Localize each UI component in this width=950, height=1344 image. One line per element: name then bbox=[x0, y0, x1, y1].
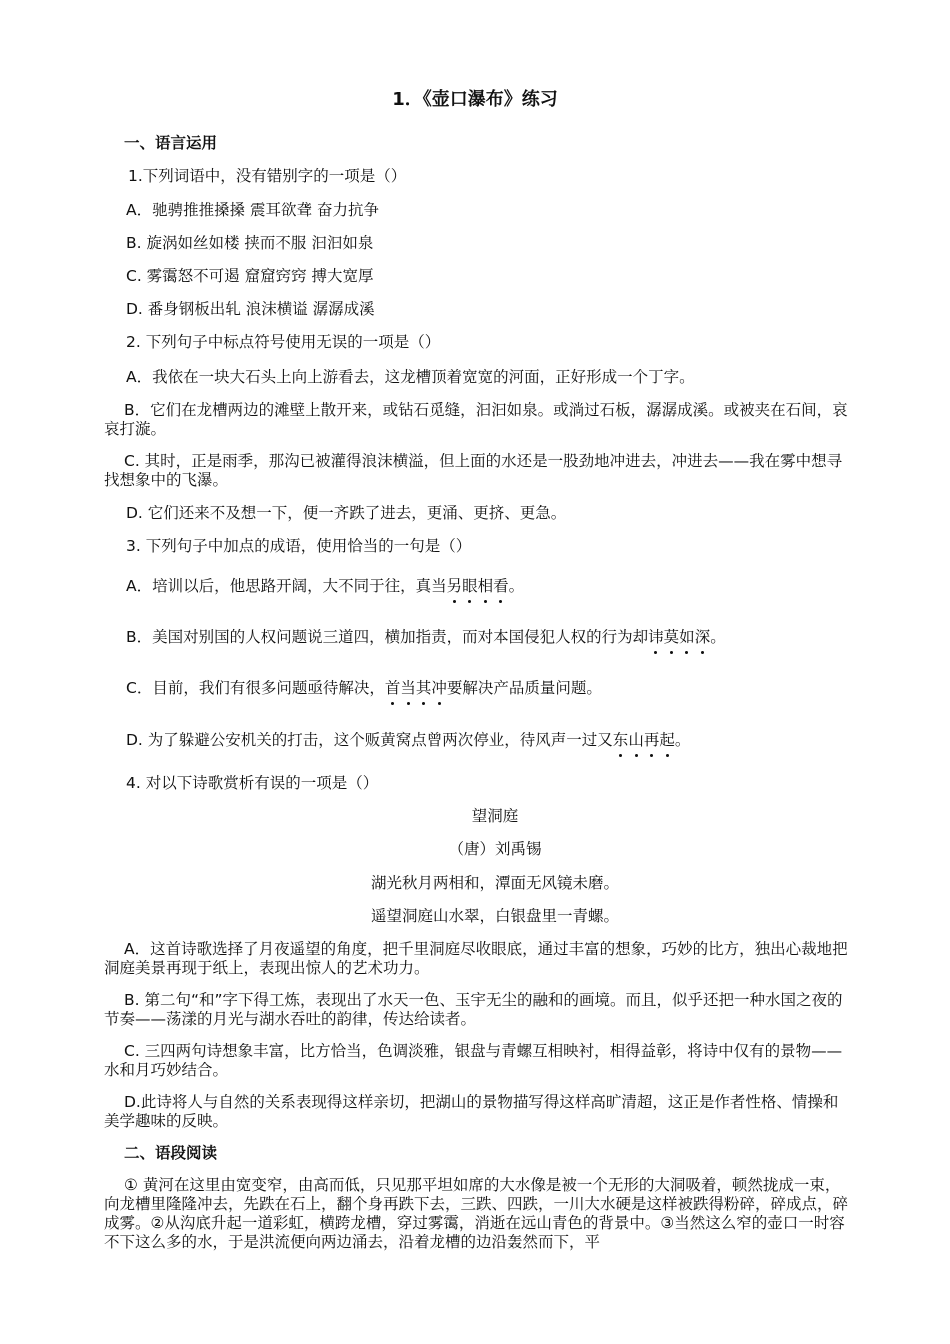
question-1-option-b: B. 旋涡如丝如楼 挟而不服 汩汩如泉 bbox=[126, 234, 374, 252]
option-text: 。 bbox=[674, 731, 691, 749]
emphasis-dot-char: 另 bbox=[446, 577, 463, 595]
emphasis-dot-char: 眼 bbox=[462, 577, 478, 595]
emphasis-dot-char: 深 bbox=[694, 628, 711, 646]
emphasis-dot-char: 看 bbox=[493, 577, 509, 595]
question-4-option-a: A．这首诗歌选择了月夜遥望的角度，把千里洞庭尽收眼底，通过丰富的想象，巧妙的比方，独出心裁地把洞庭美景再现于纸上，表现出惊人的艺术功力。 bbox=[104, 940, 848, 977]
question-3-option-a bbox=[126, 576, 524, 596]
option-text: D. 为了躲避公安机关的打击，这个贩黄窝点曾两次停业，待风声一过又 bbox=[126, 731, 613, 749]
reading-passage: ① 黄河在这里由宽变窄，由高而低，只见那平坦如席的大水像是被一个无形的大洞吸着，顿然拢成一束，向龙槽里隆隆冲去，先跌在石上，翻个身再跌下去，三跌、四跌，一川大水硬是这样被跌得粉碎，碎成点，碎成雾。②从沟底升起一道彩虹，横跨龙槽，穿过雾霭，消逝在远山青色的背景中。③当然这么窄的壶口一时容不下这么多的水，于是洪流便向两边涌去，沿着龙槽的边沿轰然而下，平 bbox=[104, 1176, 849, 1251]
emphasis-dot-char: 如 bbox=[679, 628, 695, 646]
question-2-option-c: C. 其时，正是雨季，那沟已被灌得浪沫横溢，但上面的水还是一股劲地冲进去，冲进去——我在雾中想寻找想象中的飞瀑。 bbox=[104, 452, 843, 489]
dotted-idiom bbox=[447, 577, 509, 595]
question-1-option-a: A．驰骋推推搡搡 震耳欲聋 奋力抗争 bbox=[126, 201, 379, 219]
question-4-option-c: C. 三四两句诗想象丰富，比方恰当，色调淡雅，银盘与青螺互相映衬，相得益彰，将诗中仅有的景物——水和月巧妙结合。 bbox=[104, 1042, 843, 1079]
emphasis-dot-char: 山 bbox=[628, 731, 644, 749]
emphasis-dot-char: 相 bbox=[477, 577, 494, 595]
option-text: C．目前，我们有很多问题亟待解决， bbox=[126, 679, 385, 697]
option-text: 要解决产品质量问题。 bbox=[446, 679, 602, 697]
poem-title: 望洞庭 bbox=[471, 807, 519, 825]
emphasis-dot-char: 当 bbox=[400, 679, 416, 697]
emphasis-dot-char: 首 bbox=[384, 679, 401, 697]
emphasis-dot-char: 再 bbox=[643, 731, 660, 749]
emphasis-dot-char: 讳 bbox=[648, 628, 664, 646]
question-3-option-c bbox=[126, 678, 602, 698]
dotted-idiom bbox=[613, 731, 675, 749]
question-4-option-b: B. 第二句“和”字下得工炼，表现出了水天一色、玉宇无尘的融和的画境。而且，似乎还把一种水国之夜的节奏——荡漾的月光与湖水吞吐的韵律，传达给读者。 bbox=[104, 991, 843, 1028]
question-2-option-a: A．我依在一块大石头上向上游看去，这龙槽顶着宽宽的河面，正好形成一个丁字。 bbox=[126, 368, 695, 386]
emphasis-dot-char: 其 bbox=[415, 679, 432, 697]
question-1-option-d: D. 番身钢板出轧 浪沫横谥 潺潺成溪 bbox=[126, 300, 375, 318]
option-text: A．培训以后，他思路开阔，大不同于往，真当 bbox=[126, 577, 447, 595]
dotted-idiom bbox=[385, 679, 447, 697]
emphasis-dot-char: 起 bbox=[659, 731, 675, 749]
question-3-option-b bbox=[126, 627, 726, 647]
section-heading-reading: 二、语段阅读 bbox=[124, 1144, 218, 1162]
question-4-option-d: D.此诗将人与自然的关系表现得这样亲切，把湖山的景物描写得这样高旷清超，这正是作者性格、情操和美学趣味的反映。 bbox=[104, 1093, 839, 1130]
emphasis-dot-char: 冲 bbox=[431, 679, 447, 697]
question-3-stem: 3. 下列句子中加点的成语，使用恰当的一句是（） bbox=[126, 537, 472, 555]
option-text: B．美国对别国的人权问题说三道四，横加指责，而对本国侵犯人权的行为却 bbox=[126, 628, 649, 646]
emphasis-dot-char: 东 bbox=[612, 731, 629, 749]
question-2-option-b: B．它们在龙槽两边的滩壁上散开来，或钻石觅缝，汩汩如泉。或淌过石板，潺潺成溪。或被夹在石间，哀哀打漩。 bbox=[104, 401, 848, 438]
question-4-stem: 4. 对以下诗歌赏析有误的一项是（） bbox=[126, 774, 379, 792]
option-text: 。 bbox=[508, 577, 525, 595]
emphasis-dot-char: 莫 bbox=[663, 628, 680, 646]
page-title: 1．《壶口瀑布》练习 bbox=[392, 89, 558, 110]
question-3-option-d bbox=[126, 730, 690, 750]
poem-line-1: 湖光秋月两相和，潭面无风镜未磨。 bbox=[370, 874, 619, 892]
dotted-idiom bbox=[648, 628, 710, 646]
question-1-option-c: C. 雾霭怒不可遏 窟窟窍窍 搏大宽厚 bbox=[126, 267, 374, 285]
question-1-stem: 1.下列词语中，没有错别字的一项是（） bbox=[128, 167, 407, 185]
poem-author: （唐）刘禹锡 bbox=[448, 840, 542, 858]
question-2-stem: 2. 下列句子中标点符号使用无误的一项是（） bbox=[126, 333, 441, 351]
option-text: 。 bbox=[710, 628, 726, 646]
question-2-option-d: D. 它们还来不及想一下，便一齐跌了进去，更涌、更挤、更急。 bbox=[126, 504, 567, 522]
poem-line-2: 遥望洞庭山水翠，白银盘里一青螺。 bbox=[370, 907, 619, 925]
section-heading-language-use: 一、语言运用 bbox=[124, 134, 218, 152]
